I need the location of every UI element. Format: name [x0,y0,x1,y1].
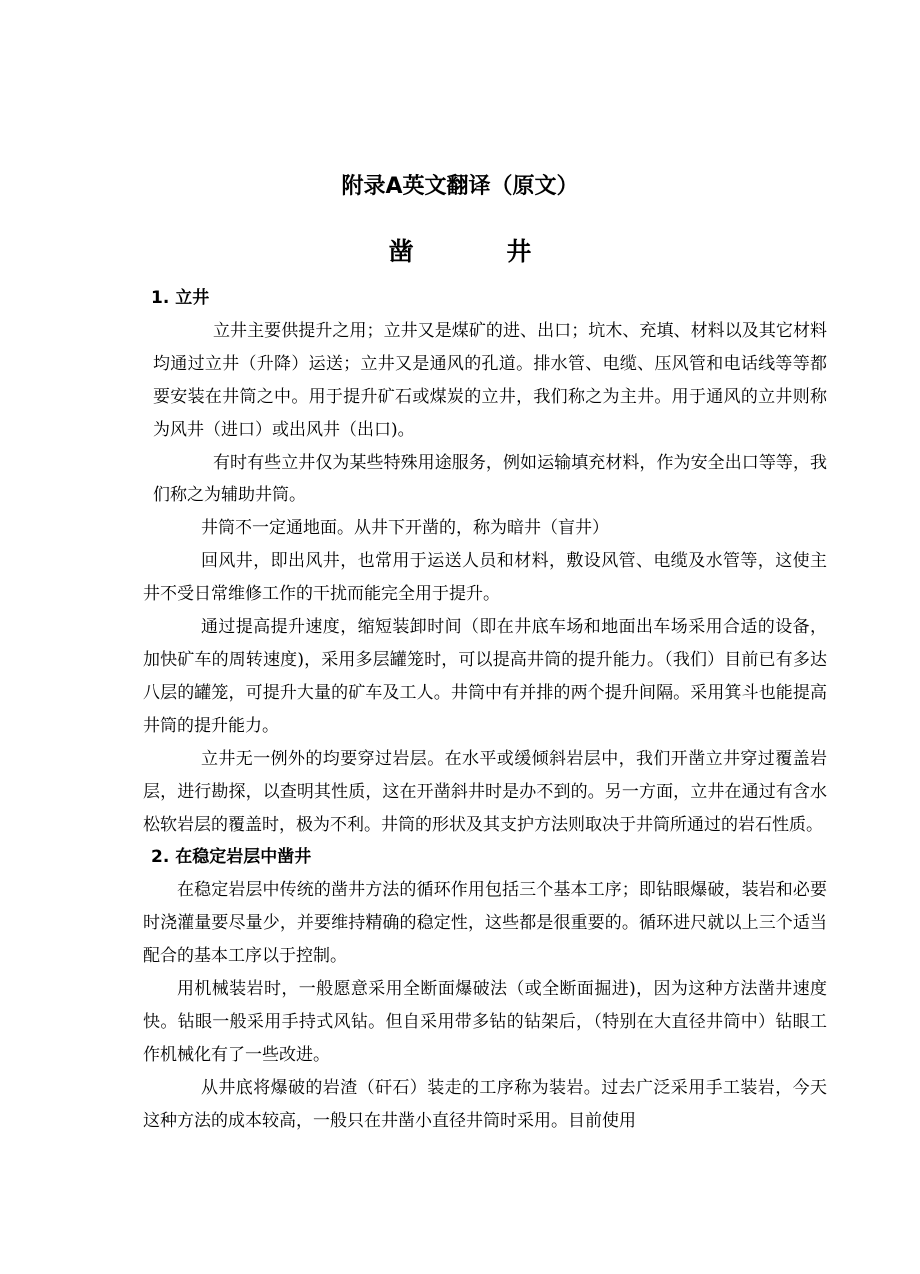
section-vertical-shaft [143,282,827,841]
section-heading: 1. 立井 [151,288,210,308]
paragraph: 用机械装岩时，一般愿意采用全断面爆破法（或全断面掘进)，因为这种方法凿井速度快。钻眼一般采用手持式风钻。但自采用带多钻的钻架后，（特别在大直径井筒中）钻眼工作机械化有了一些改进。 [143,979,827,1065]
paragraph: 从井底将爆破的岩渣（矸石）装走的工序称为装岩。过去广泛采用手工装岩，今天这种方法的成本较高，一般只在井凿小直径井筒时采用。目前使用 [143,1077,827,1131]
paragraph: 在稳定岩层中传统的凿井方法的循环作用包括三个基本工序；即钻眼爆破，装岩和必要时浇灌量要尽量少，并要维持精确的稳定性，这些都是很重要的。循环进尺就以上三个适当配合的基本工序以于控制。 [143,880,827,967]
paragraph: 回风井，即出风井，也常用于运送人员和材料，敷设风管、电缆及水管等，这使主井不受日常维修工作的干扰而能完全用于提升。 [143,551,827,605]
document-body [143,282,827,1138]
document-title: 附录A英文翻译（原文） [341,174,579,199]
paragraph: 通过提高提升速度，缩短装卸时间（即在井底车场和地面出车场采用合适的设备，加快矿车的周转速度)，采用多层罐笼时，可以提高井筒的提升能力。（我们）目前已有多达八层的罐笼，可提升大量的矿车及工人。井筒中有并排的两个提升间隔。采用箕斗也能提高井筒的提升能力。 [143,617,827,736]
paragraph: 有时有些立井仅为某些特殊用途服务，例如运输填充材料，作为安全出口等等，我们称之为辅助井筒。 [153,452,827,506]
section-heading: 2. 在稳定岩层中凿井 [151,847,312,868]
section-stable-rock-sinking [143,841,827,1137]
paragraph: 井筒不一定通地面。从井下开凿的，称为暗井（盲井） [201,518,609,539]
paragraph: 立井无一例外的均要穿过岩层。在水平或缓倾斜岩层中，我们开凿立井穿过覆盖岩层，进行勘探，以查明其性质，这在开凿斜井时是办不到的。另一方面，立井在通过有含水松软岩层的覆盖时，极为不利。井筒的形状及其支护方法则取决于井筒所通过的岩石性质。 [143,748,827,835]
paragraph: 立井主要供提升之用；立井又是煤矿的进、出口；坑木、充填、材料以及其它材料均通过立井（升降）运送；立井又是通风的孔道。排水管、电缆、压风管和电话线等等都要安装在井筒之中。用于提升矿石或煤炭的立井，我们称之为主井。用于通风的立井则称为风井（进口）或出风井（出口)。 [153,320,827,440]
document-subtitle: 凿 井 [388,237,574,266]
